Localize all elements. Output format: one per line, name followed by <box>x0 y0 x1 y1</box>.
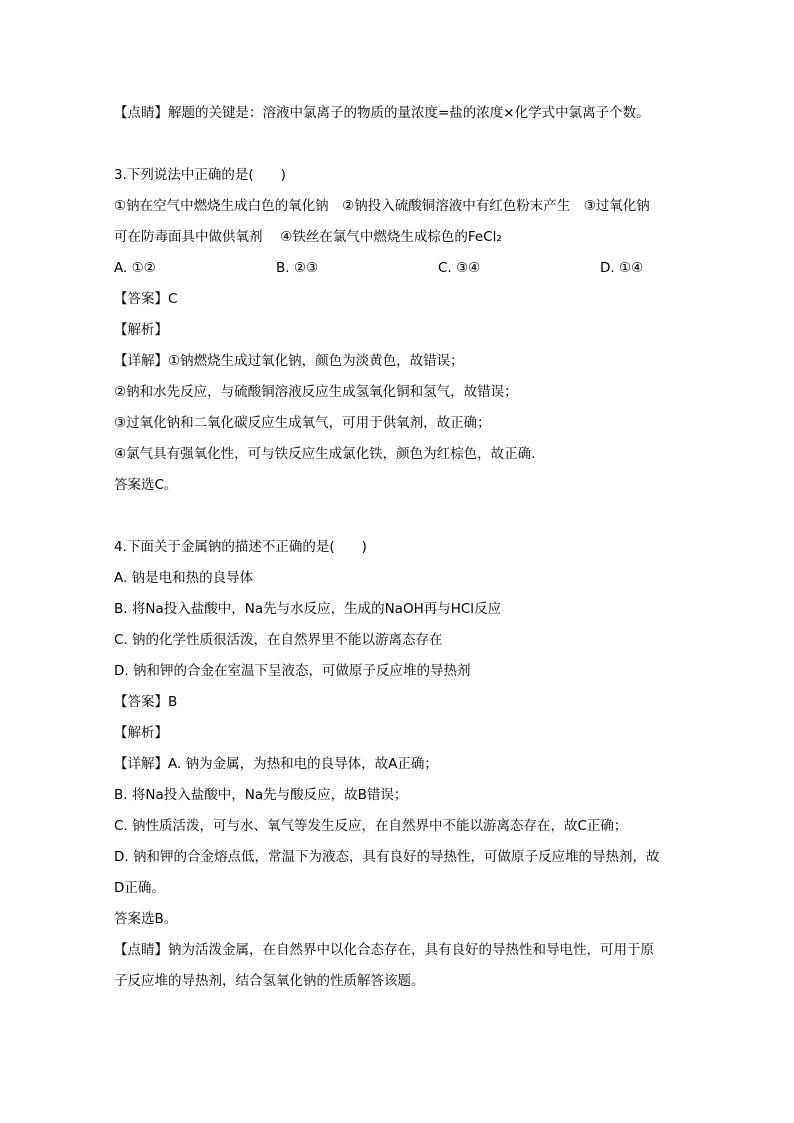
q3-stem: 3.下列说法中正确的是( ) <box>114 167 286 183</box>
q3-conclusion: 答案选C。 <box>114 477 178 493</box>
q4-detail-4-cont: D正确。 <box>114 880 165 896</box>
q3-answer: 【答案】C <box>114 291 178 307</box>
q4-option-b: B. 将Na投入盐酸中，Na先与水反应，生成的NaOH再与HCl反应 <box>114 601 502 617</box>
q3-option-d: D. ①④ <box>600 260 644 276</box>
q4-detail-2: B. 将Na投入盐酸中，Na先与酸反应，故B错误； <box>114 787 408 803</box>
q4-tip-line1: 【点睛】钠为活泼金属，在自然界中以化合态存在，具有良好的导热性和导电性，可用于原 <box>114 942 654 958</box>
q4-detail-3: C. 钠性质活泼，可与水、氧气等发生反应，在自然界中不能以游离态存在，故C正确； <box>114 818 628 834</box>
q4-stem: 4.下面关于金属钠的描述不正确的是( ) <box>114 539 367 555</box>
q4-detail-4: D. 钠和钾的合金熔点低，常温下为液态，具有良好的导热性，可做原子反应堆的导热剂，故 <box>114 849 660 865</box>
q4-analysis-title: 【解析】 <box>114 725 168 741</box>
q3-detail-2: ②钠和水先反应，与硫酸铜溶液反应生成氢氧化铜和氢气，故错误； <box>114 384 518 400</box>
q4-conclusion: 答案选B。 <box>114 911 178 927</box>
q3-statement-line2: 可在防毒面具中做供氧剂 ④铁丝在氯气中燃烧生成棕色的FeCl₂ <box>114 229 502 245</box>
q3-option-c: C. ③④ <box>438 260 481 276</box>
q4-tip-line2: 子反应堆的导热剂，结合氢氧化钠的性质解答该题。 <box>114 973 425 989</box>
q3-detail-1: 【详解】①钠燃烧生成过氧化钠，颜色为淡黄色，故错误； <box>114 353 464 369</box>
q3-detail-3: ③过氧化钠和二氧化碳反应生成氧气，可用于供氧剂，故正确； <box>114 415 491 431</box>
q3-analysis-title: 【解析】 <box>114 322 168 338</box>
q3-detail-4: ④氯气具有强氧化性，可与铁反应生成氯化铁，颜色为红棕色，故正确. <box>114 446 536 462</box>
q4-option-d: D. 钠和钾的合金在室温下呈液态，可做原子反应堆的导热剂 <box>114 663 471 679</box>
tip-previous: 【点睛】解题的关键是：溶液中氯离子的物质的量浓度=盐的浓度×化学式中氯离子个数。 <box>114 105 650 121</box>
q4-option-a: A. 钠是电和热的良导体 <box>114 570 254 586</box>
q4-answer: 【答案】B <box>114 694 178 710</box>
q3-statement-line1: ①钠在空气中燃烧生成白色的氧化钠 ②钠投入硫酸铜溶液中有红色粉末产生 ③过氧化钠 <box>114 198 650 214</box>
q3-option-a: A. ①② <box>114 260 156 276</box>
q4-option-c: C. 钠的化学性质很活泼，在自然界里不能以游离态存在 <box>114 632 443 648</box>
q4-detail-1: 【详解】A. 钠为金属，为热和电的良导体，故A正确； <box>114 756 438 772</box>
q3-option-b: B. ②③ <box>276 260 319 276</box>
